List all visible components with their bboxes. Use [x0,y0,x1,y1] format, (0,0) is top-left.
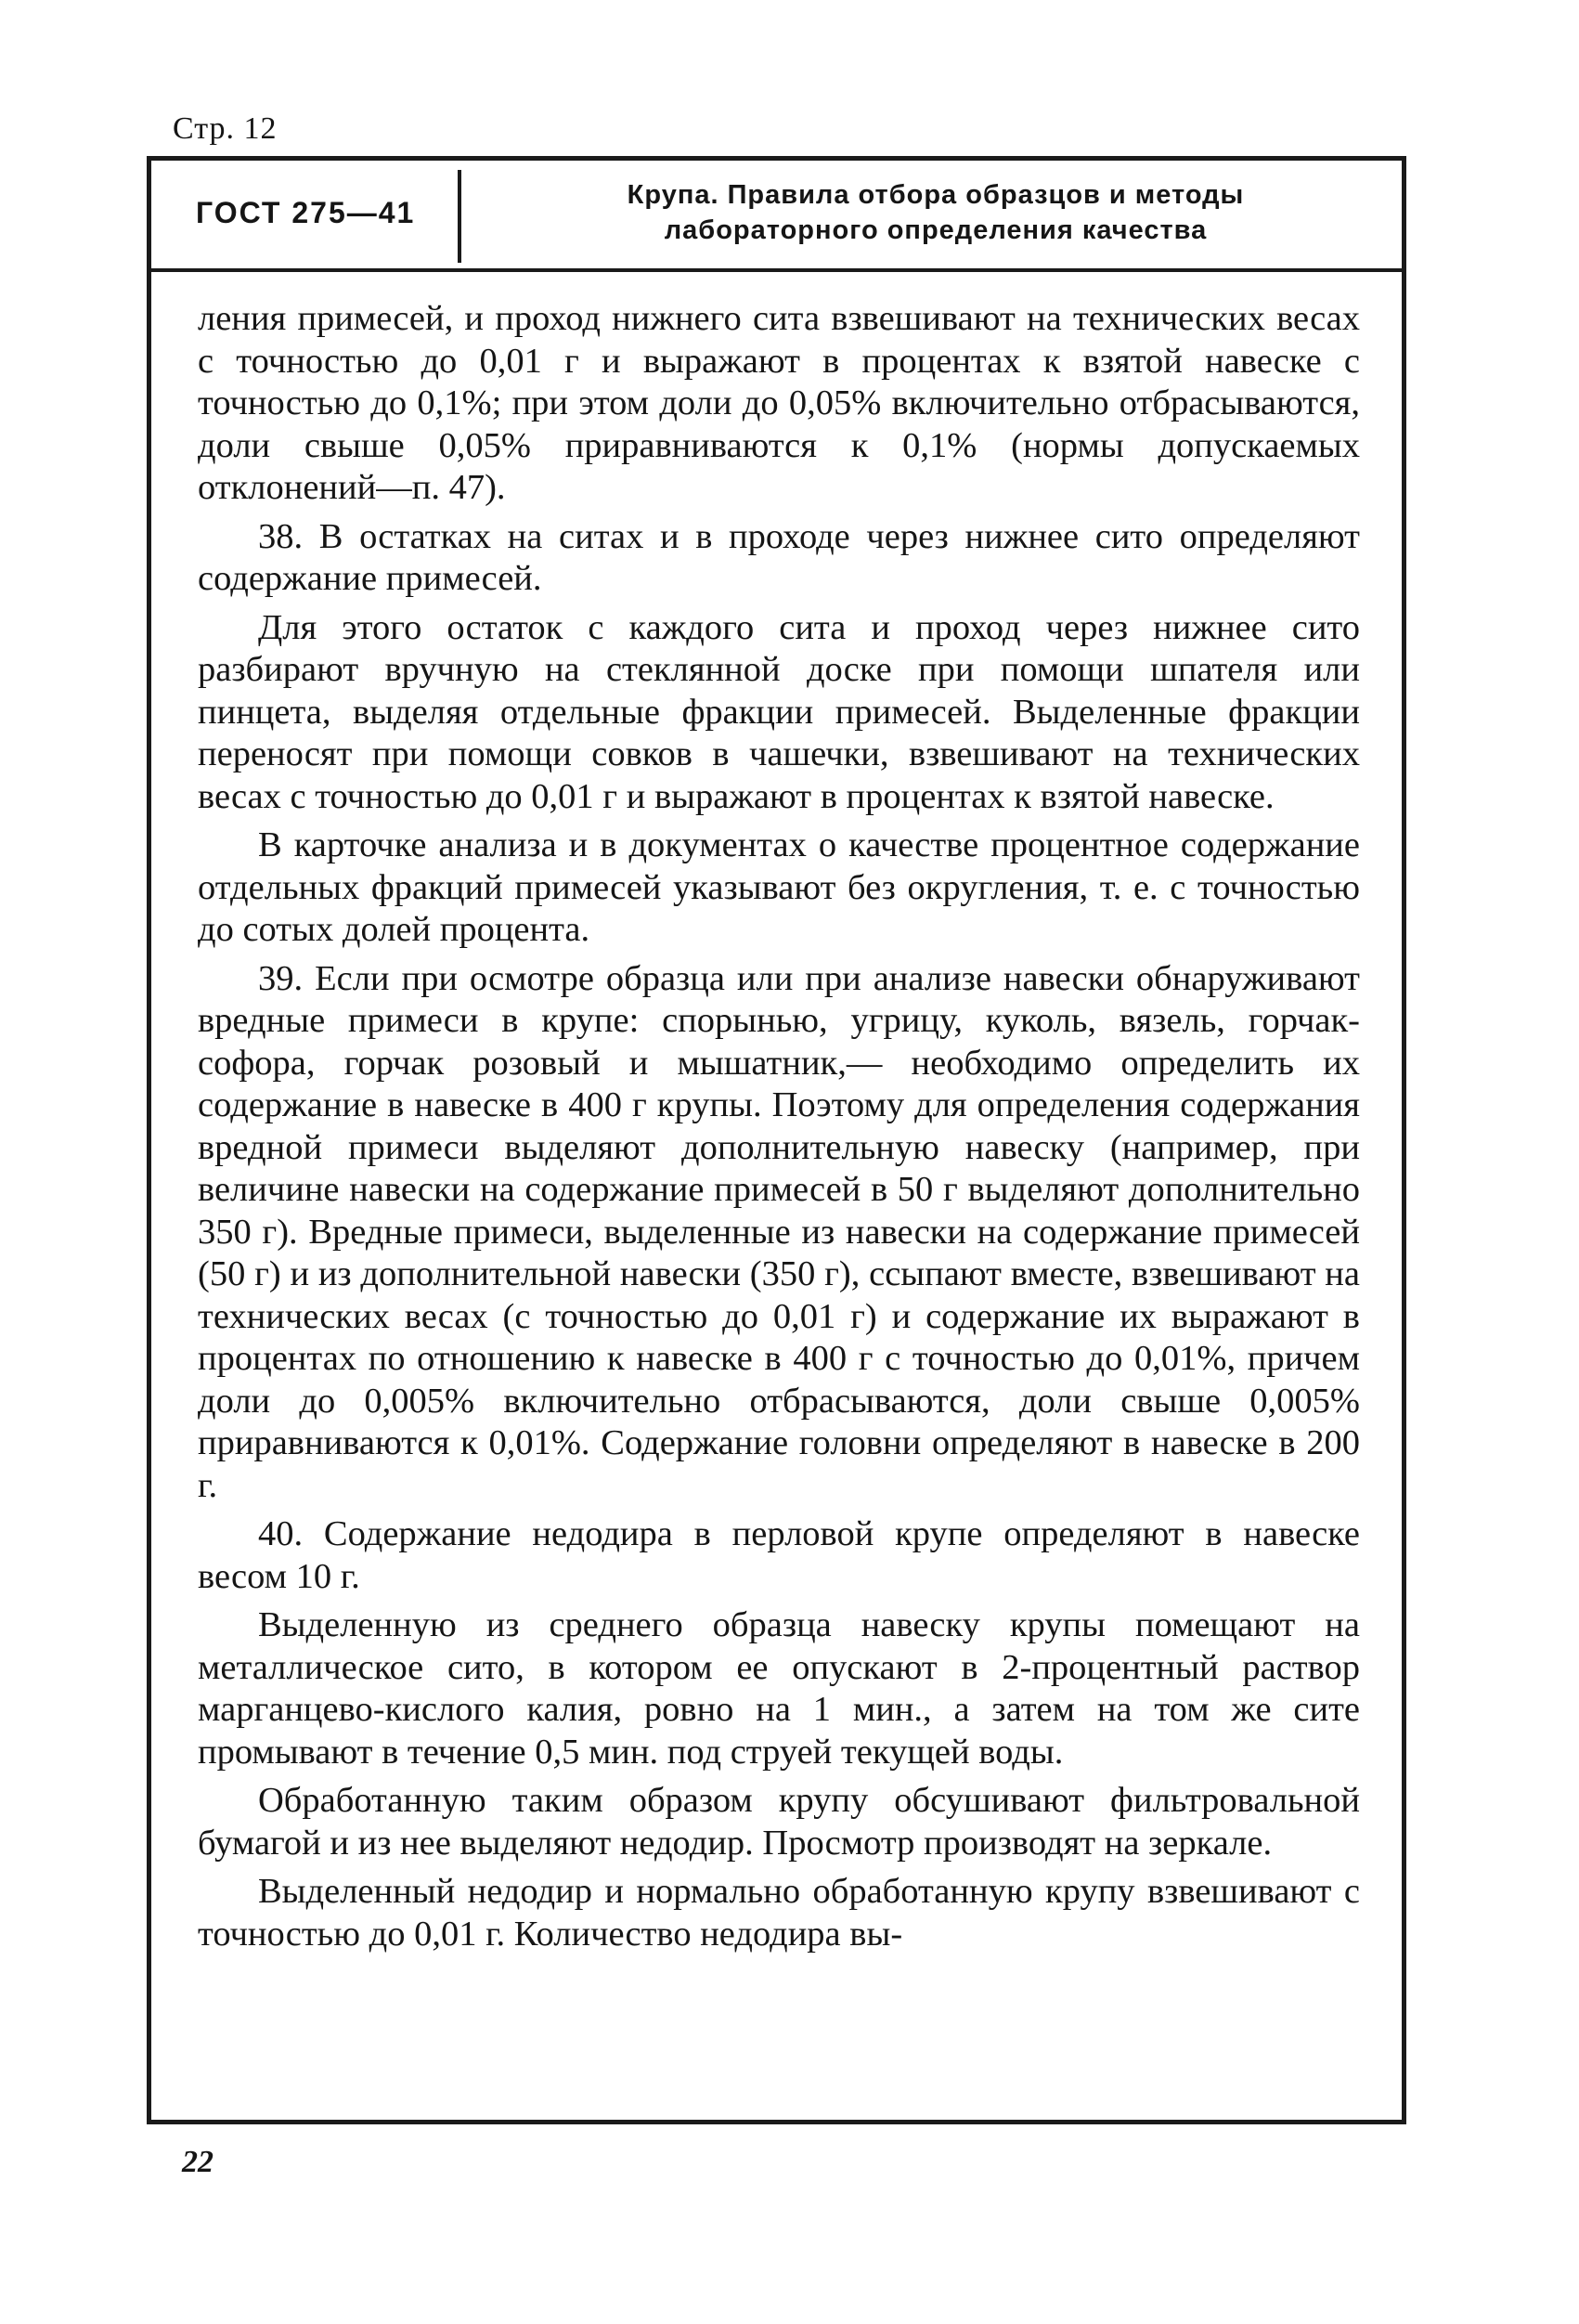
document-title [485,177,1386,248]
document-header [151,161,1402,272]
body-text [198,298,1360,1962]
paragraph: Для этого остаток с каждого сита и проход через нижнее сито разбирают вручную на стеклянной доске при помощи шпателя или пинцета, выделяя отдельные фракции примесей. Выделенные фракции переносят при помощи совков в чашечки, взвешивают на технических весах с точностью до 0,01 г и выражают в процентах к взятой навеске. [198,607,1360,816]
paragraph-item-40: 40. Содержание недодира в перловой крупе определяют в навеске весом 10 г. [198,1514,1360,1596]
title-line-2: лабораторного определения качества [664,215,1208,245]
standard-code: ГОСТ 275—41 [196,196,416,229]
document-frame [147,156,1406,2124]
page-number: 22 [182,2145,214,2179]
page-label: Стр. 12 [173,111,278,146]
paragraph-item-38: 38. В остатках на ситах и в проходе через нижнее сито определяют содержание примесей. [198,516,1360,598]
paragraph: Выделенную из среднего образца навеску крупы помещают на металлическое сито, в котором ее опускают в 2-процентный раствор марганцево-кислого калия, ровно на 1 мин., а затем на том же сите промывают в течение 0,5 мин. под струей текущей воды. [198,1605,1360,1772]
paragraph-item-39: 39. Если при осмотре образца или при анализе навески обнаруживают вредные примеси в крупе: спорынью, угрицу, куколь, вязель, горчак-софора, горчак розовый и мышатник,— необходимо определить их содержание в навеске в 400 г крупы. Поэтому для определения содержания вредной примеси выделяют дополнительную навеску (например, при величине навески на содержание примесей в 50 г выделяют дополнительно 350 г). Вредные примеси, выделенные из навески на содержание примесей (50 г) и из дополнительной навески (350 г), ссыпают вместе, взвешивают на технических весах (с точностью до 0,01 г) и содержание их выражают в процентах по отношению к навеске в 400 г с точностью до 0,01%, причем доли до 0,005% включительно отбрасываются, доли свыше 0,005% приравниваются к 0,01%. Содержание головни определяют в навеске в 200 г. [198,958,1360,1505]
paragraph: Обработанную таким образом крупу обсушивают фильтровальной бумагой и из нее выделяют недодир. Просмотр производят на зеркале. [198,1781,1360,1863]
paragraph: В карточке анализа и в документах о качестве процентное содержание отдельных фракций примесей указывают без округления, т. е. с точностью до сотых долей процента. [198,825,1360,949]
paragraph: Выделенный недодир и нормально обработанную крупу взвешивают с точностью до 0,01 г. Количество недодира вы- [198,1872,1360,1954]
title-line-1: Крупа. Правила отбора образцов и методы [627,180,1245,210]
header-divider [458,170,461,263]
paragraph-continuation: ления примесей, и проход нижнего сита взвешивают на технических весах с точностью до 0,01 г и выражают в процентах к взятой навеске с точностью до 0,1%; при этом доли до 0,05% включительно отбрасываются, доли свыше 0,05% приравниваются к 0,1% (нормы допускаемых отклонений—п. 47). [198,299,1360,507]
